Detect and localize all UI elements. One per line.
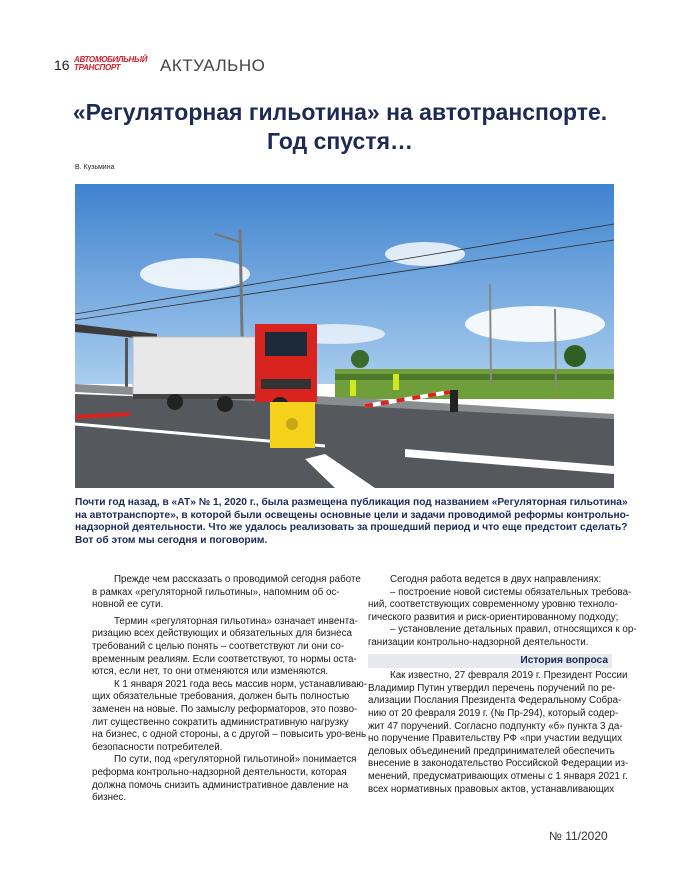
text-line: на бизнес, с одной стороны, а с другой – повысить уро-вень	[92, 729, 367, 741]
text-line: требований с целью понять – соответствуют ли они со-	[92, 640, 345, 652]
lead-paragraph	[75, 497, 630, 547]
magazine-logo	[74, 56, 148, 72]
text-line: – построение новой системы обязательных требова-	[390, 586, 632, 598]
text-line: внесение в законодательство Российской Федерации из-	[368, 758, 629, 770]
text-line: бизнес.	[92, 792, 127, 804]
text-line: реформа контрольно-надзорной деятельности, которая	[92, 766, 347, 778]
subheading: История вопроса	[368, 654, 612, 669]
text-line: ются, если нет, то они отменяются или изменяются.	[92, 666, 329, 678]
text-line: жит 47 поручений. Согласно подпункту «б» пункта 3 да-	[368, 720, 623, 732]
logo-line-2: ТРАНСПОРТ	[74, 63, 121, 72]
text-line: гического развития и риск-ориентированному подходу;	[368, 611, 619, 623]
text-line: ализации Послания Президента Федеральному Собра-	[368, 695, 622, 707]
logo-line-1: АВТОМОБИЛЬНЫЙ	[74, 55, 148, 64]
lead-line: Вот об этом мы сегодня и поговорим.	[75, 534, 268, 546]
text-line: Термин «регуляторная гильотина» означает инвента-	[114, 615, 358, 627]
text-line: По сути, под «регуляторной гильотиной» понимается	[114, 754, 357, 766]
page-number: 16	[54, 57, 70, 73]
text-line: в рамках «регуляторной гильотины», напомним об ос-	[92, 586, 340, 598]
text-line: менений, предусматривающих отмены с 1 января 2021 г.	[368, 770, 628, 782]
text-line: всех нормативных правовых актов, устанавливающих	[368, 783, 615, 795]
article-title-line-2: Год спустя…	[266, 128, 413, 154]
section-title: АКТУАЛЬНО	[160, 56, 266, 75]
text-line: деловых объединений предпринимателей обеспечить	[368, 745, 615, 757]
lead-line: на автотранспорте», в которой были освещены основные цели и задачи проводимой реформы контрольно-	[75, 509, 630, 521]
issue-number: № 11/2020	[549, 829, 608, 843]
text-line: заменен на новые. По замыслу реформаторов, это позво-	[92, 703, 358, 715]
text-line: безопасности потребителей.	[92, 741, 223, 753]
article-title-line-1: «Регуляторная гильотина» на автотранспорте.	[72, 99, 608, 125]
text-line: нию от 20 февраля 2019 г. (№ Пр-294), который содер-	[368, 707, 619, 719]
truck-checkpoint-photo	[75, 184, 614, 488]
text-line: Как известно, 27 февраля 2019 г. Президент России	[390, 670, 628, 682]
text-line: должна помочь снизить административное давление на	[92, 779, 349, 791]
text-line: ризацию всех действующих и обязательных для бизнеса	[92, 628, 352, 640]
right-column	[368, 574, 637, 796]
text-line: новной ее сути.	[92, 599, 164, 611]
author: В. Кузьмина	[75, 164, 115, 171]
text-line: Владимир Путин утвердил перечень поручений по ре-	[368, 682, 616, 694]
text-line: но поручение Правительству РФ «при участии ведущих	[368, 733, 622, 745]
left-column	[92, 574, 368, 805]
text-line: К 1 января 2021 года весь массив норм, устанавливаю-	[114, 678, 368, 690]
lead-line: надзорной деятельности. Что же удалось реализовать за прошедший период и что еще предстоит сделать?	[75, 522, 628, 534]
text-line: щих обязательные требования, должен быть полностью	[92, 691, 350, 703]
text-line: ганизации контрольно-надзорной деятельности.	[368, 636, 589, 648]
text-line: временным реалиям. Если соответствуют, то нормы оста-	[92, 653, 357, 665]
text-line: Прежде чем рассказать о проводимой сегодня работе	[114, 574, 361, 585]
text-line: Сегодня работа ведется в двух направлениях:	[390, 574, 602, 585]
text-line: ний, соответствующих современному уровню техноло-	[368, 599, 618, 611]
text-line: – установление детальных правил, относящихся к ор-	[390, 624, 637, 636]
lead-line: Почти год назад, в «АТ» № 1, 2020 г., была размещена публикация под названием «Регуляторная гильотина»	[75, 497, 628, 508]
text-line: лит существенно сократить административную нагрузку	[92, 716, 349, 728]
